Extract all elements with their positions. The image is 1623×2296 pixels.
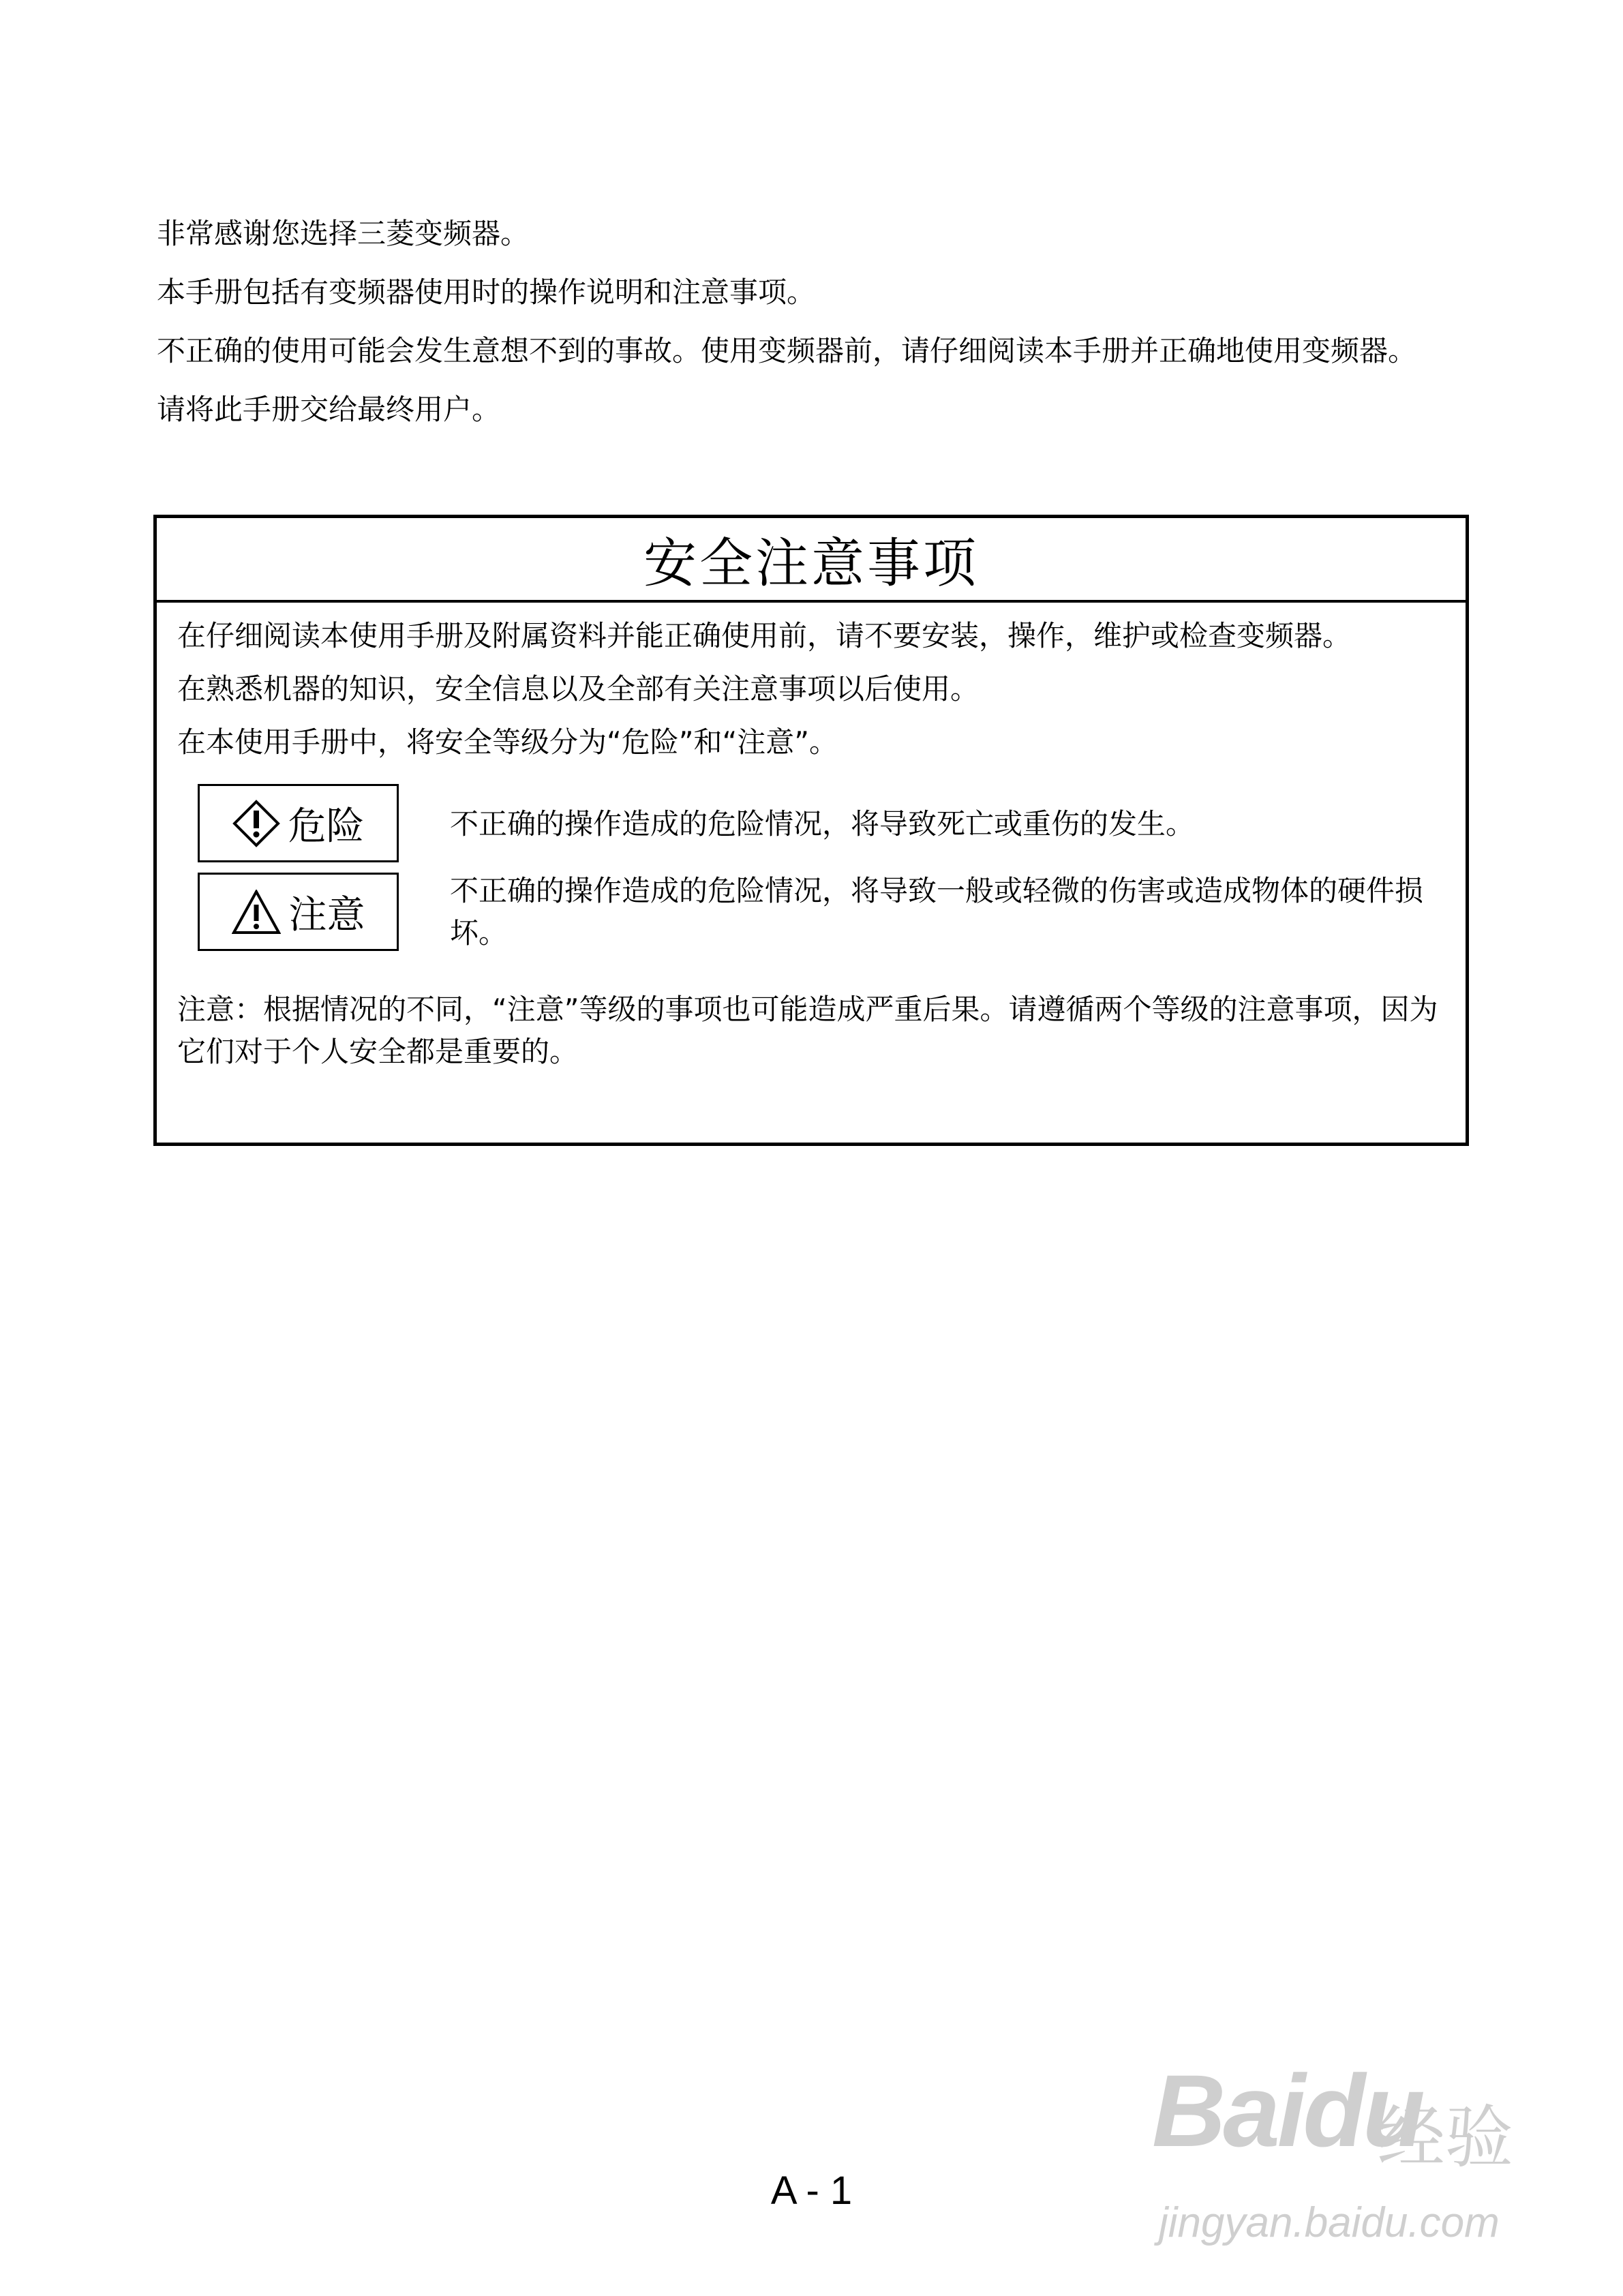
intro-section	[157, 211, 1472, 446]
safety-paragraph-3: 在本使用手册中，将安全等级分为“危险”和“注意”。	[177, 725, 838, 759]
danger-label-text: 危险	[288, 804, 365, 849]
safety-note: 注意：根据情况的不同，“注意”等级的事项也可能造成严重后果。请遵循两个等级的注意事项，因为它们对于个人安全都是重要的。	[177, 993, 1438, 1068]
diamond-exclamation-icon	[232, 800, 280, 847]
danger-description: 不正确的操作造成的危险情况，将导致死亡或重伤的发生。	[450, 807, 1195, 841]
page-number: A - 1	[770, 2169, 853, 2213]
caution-label-text: 注意	[288, 892, 365, 937]
intro-line-3: 不正确的使用可能会发生意想不到的事故。使用变频器前，请仔细阅读本手册并正确地使用变频器。	[157, 334, 1417, 367]
safety-body	[157, 603, 1466, 1073]
danger-level-row	[177, 784, 1445, 873]
caution-label-box	[198, 873, 399, 951]
safety-paragraph-2: 在熟悉机器的知识，安全信息以及全部有关注意事项以后使用。	[177, 672, 980, 706]
safety-title: 安全注意事项	[157, 518, 1466, 603]
safety-paragraph-1: 在仔细阅读本使用手册及附属资料并能正确使用前，请不要安装，操作，维护或检查变频器。	[177, 619, 1352, 652]
baidu-watermark	[1152, 2052, 1534, 2256]
safety-precautions-box	[153, 515, 1469, 1146]
caution-level-row	[177, 873, 1445, 988]
caution-description: 不正确的操作造成的危险情况，将导致一般或轻微的伤害或造成物体的硬件损坏。	[450, 874, 1424, 950]
baidu-logo: Baidu	[1152, 2053, 1423, 2168]
intro-line-4: 请将此手册交给最终用户。	[157, 393, 501, 426]
triangle-exclamation-icon	[232, 890, 281, 935]
intro-line-1: 非常感谢您选择三菱变频器。	[157, 217, 530, 250]
watermark-jingyan-text: 经验	[1377, 2098, 1513, 2177]
danger-label-box	[198, 784, 399, 862]
intro-line-2: 本手册包括有变频器使用时的操作说明和注意事项。	[157, 275, 816, 309]
watermark-url: jingyan.baidu.com	[1159, 2199, 1500, 2246]
